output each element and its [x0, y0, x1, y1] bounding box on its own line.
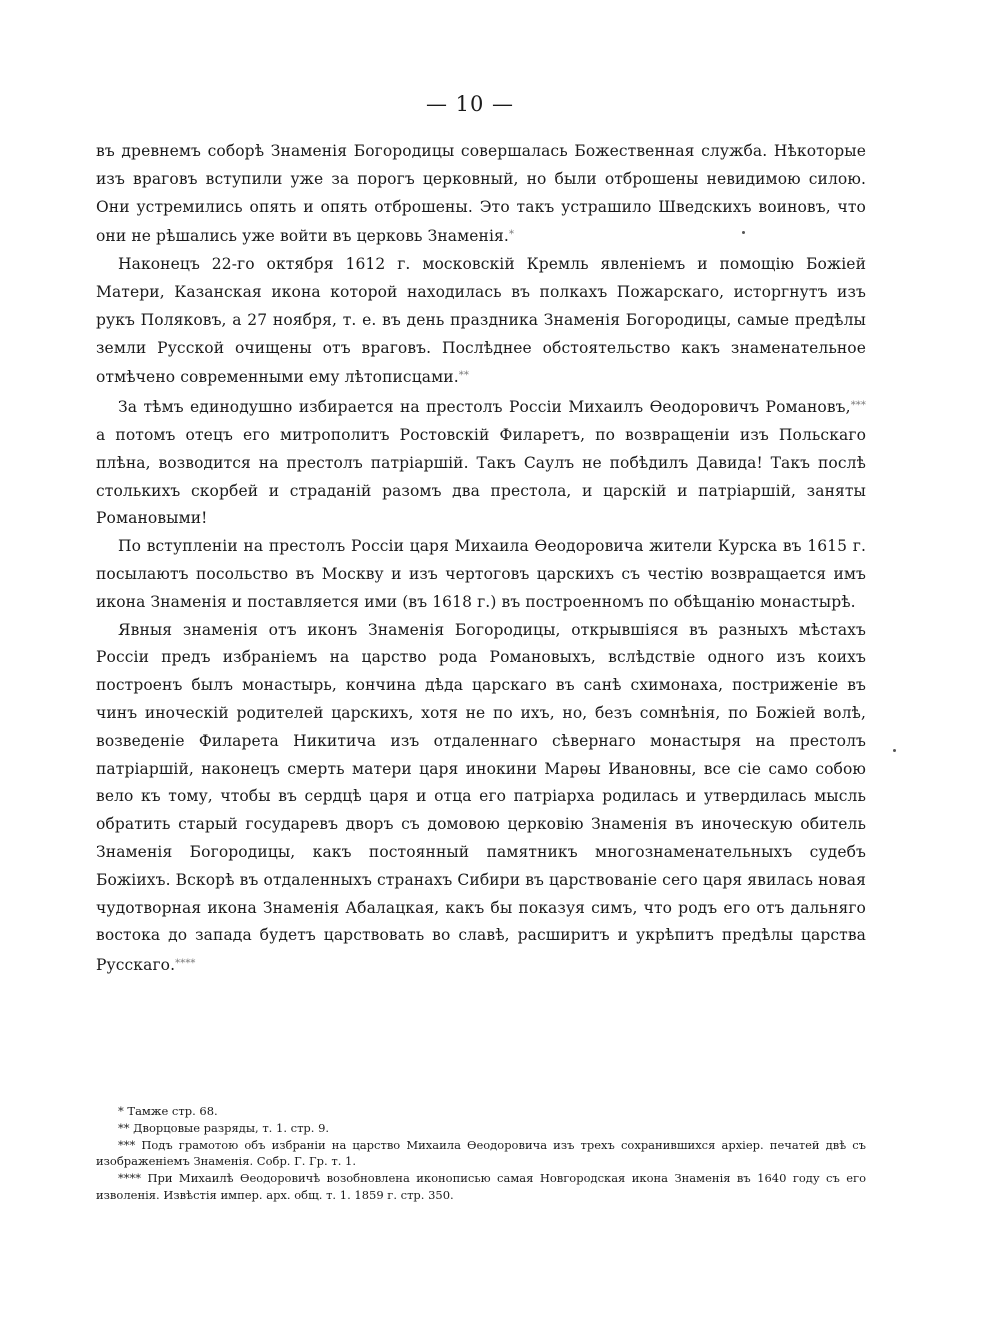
paragraph — [96, 138, 866, 251]
footnote — [96, 1137, 866, 1171]
footnote-text: Тамже стр. 68. — [127, 1104, 218, 1118]
paragraph — [96, 533, 866, 616]
paragraph-text: въ древнемъ соборѣ Знаменія Богородицы совершалась Божественная служба. Нѣкоторые изъ враговъ вступили уже за порогъ церковный, но были отброшены невидимою силою. Они устремились опять и опять отброшены. Это такъ устрашило Шведскихъ воиновъ, что они не рѣшались уже войти въ церковь Знаменія. — [96, 142, 866, 246]
paragraph-text: По вступленіи на престолъ Россіи царя Михаила Ѳеодоровича жители Курска въ 1615 г. посылаютъ посольство въ Москву и изъ чертоговъ царскихъ съ честію возвращается имъ икона Знаменія и поставляется ими (въ 1618 г.) въ построенномъ по обѣщанію монастырѣ. — [96, 537, 866, 611]
paragraph-text: Наконецъ 22-го октября 1612 г. московскій Кремль явленіемъ и помощію Божіей Матери, Казанская икона которой находилась въ полкахъ Пожарскаго, исторгнутъ изъ рукъ Поляковъ, а 27 ноября, т. е. въ день праздника Знаменія Богородицы, самые предѣлы земли Русской очищены отъ враговъ. Послѣднее обстоятельство какъ знаменательное отмѣчено современными ему лѣтописцами. — [96, 255, 866, 387]
footnote-text: Дворцовые разряды, т. 1. стр. 9. — [133, 1120, 330, 1135]
footnote-reference: *** — [850, 400, 866, 412]
paragraph — [96, 251, 866, 392]
footnotes — [96, 1103, 866, 1204]
scan-speck — [742, 231, 745, 234]
paragraph-text: Явныя знаменія отъ иконъ Знаменія Богородицы, открывшіяся въ разныхъ мѣстахъ Россіи предъ избраніемъ на царство рода Романовыхъ, вслѣдствіе одного изъ коихъ построенъ былъ монастырь, кончина дѣда царскаго въ санѣ схимонаха, постриженіе въ чинъ иноческій родителей царскихъ, хотя не по ихъ, но, безъ сомнѣнія, по Божіей волѣ, возведеніе Филарета Никитича изъ отдаленнаго сѣвернаго монастыря на престолъ патріаршій, наконецъ смерть матери царя инокини Марѳы Ивановны, все сіе само собою вело къ тому, чтобы въ сердцѣ царя и отца его патріарха родилась и утвердилась мысль обратить старый государевъ дворъ съ домовою церковію Знаменія въ иноческую обитель Знаменія Богородицы, какъ постоянный памятникъ многознаменательныхъ судебъ Божіихъ. Вскорѣ въ отдаленныхъ странахъ Сибири въ царствованіе сего царя явилась новая чудотворная икона Знаменія Абалацкая, какъ бы показуя симъ, что родъ его отъ дальняго востока до запада будетъ царствовать во славѣ, расширитъ и укрѣпитъ предѣлы царства Русскаго. — [96, 620, 866, 975]
footnote-mark: *** — [118, 1137, 136, 1152]
footnote — [96, 1103, 866, 1120]
paragraph — [96, 617, 866, 980]
footnote — [96, 1170, 866, 1204]
footnote-text: Подъ грамотою объ избраніи на царство Михаила Ѳеодоровича изъ трехъ сохранившихся архіер. печатей двѣ съ изображеніемъ Знаменія. Собр. Г. Гр. т. 1. — [96, 1137, 866, 1169]
footnote-mark: ** — [118, 1120, 130, 1135]
paragraph-text: а потомъ отецъ его митрополитъ Ростовскій Филаретъ, по возвращеніи изъ Польскаго плѣна, возводится на престолъ патріаршій. Такъ Саулъ не побѣдилъ Давида! Такъ послѣ столькихъ скорбей и страданій разомъ два престола, и царскій и патріаршій, заняты Романовыми! — [96, 425, 866, 528]
page-number: — 10 — — [425, 92, 515, 116]
footnote-reference: **** — [175, 958, 196, 970]
scan-speck — [893, 749, 896, 752]
footnote-reference: ** — [458, 370, 469, 382]
paragraph-text: За тѣмъ единодушно избирается на престолъ Россіи Михаилъ Ѳеодоровичъ Романовъ, — [118, 398, 851, 417]
footnote — [96, 1120, 866, 1137]
footnote-text: При Михаилѣ Ѳеодоровичѣ возобновлена иконописью самая Новгородская икона Знаменія въ 1640 году съ его изволенія. Извѣстія импер. арх. общ. т. 1. 1859 г. стр. 350. — [96, 1171, 867, 1202]
footnote-reference: * — [508, 229, 515, 241]
footnote-mark: * — [118, 1104, 124, 1118]
main-text — [96, 138, 866, 980]
footnote-mark: **** — [118, 1171, 141, 1186]
paragraph — [96, 392, 866, 533]
